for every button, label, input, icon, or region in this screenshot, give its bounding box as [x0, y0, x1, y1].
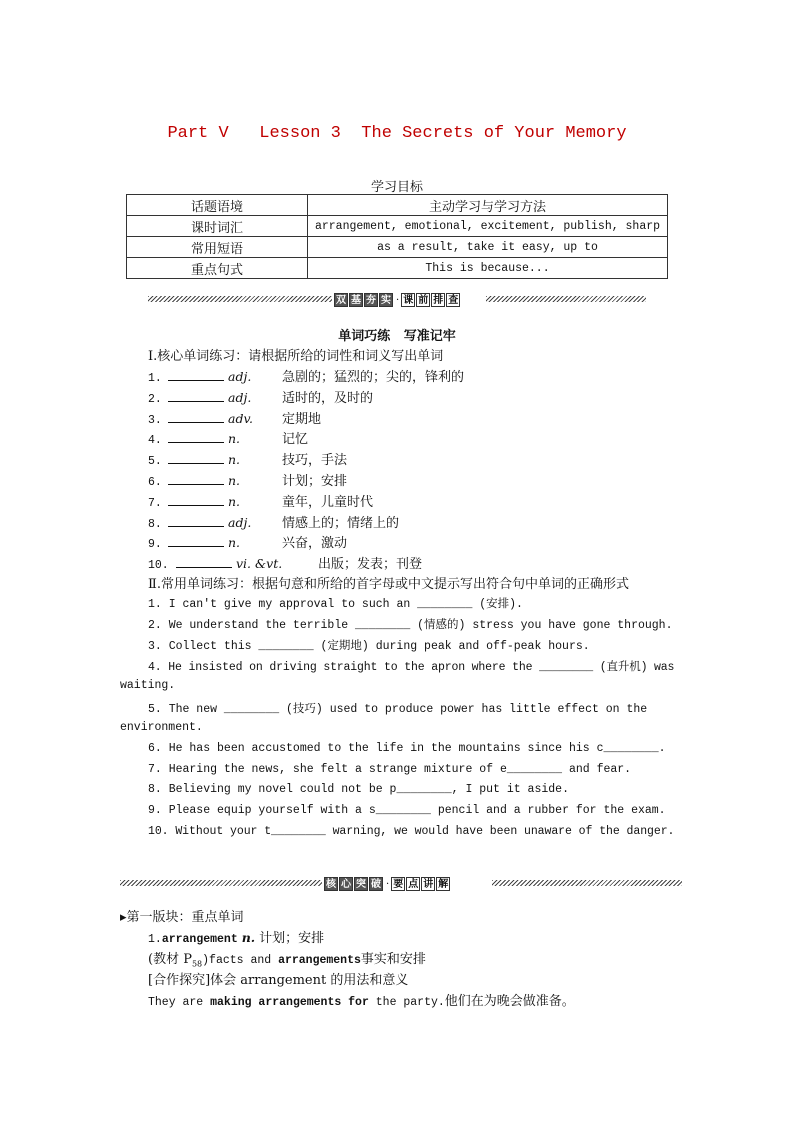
- banner-dot: ·: [396, 294, 400, 306]
- word-meaning: 出版；发表；刊登: [318, 557, 423, 573]
- hatch-divider: [486, 296, 646, 302]
- word-meaning: 计划；安排: [282, 474, 348, 489]
- banner-char: 要: [393, 879, 404, 890]
- sentence-continuation: waiting.: [120, 679, 176, 692]
- vocab-item: [148, 512, 399, 531]
- word-meaning: 记忆: [282, 432, 309, 448]
- vocab-item: [148, 532, 347, 551]
- hatch-divider: [492, 880, 682, 886]
- banner-char: 查: [448, 295, 459, 306]
- item-number: 8.: [148, 517, 162, 531]
- vocab-item: [148, 408, 321, 427]
- banner-char: 课: [403, 295, 414, 306]
- block-heading: ▸第一版块：重点单词: [120, 910, 244, 925]
- answer-blank[interactable]: [168, 369, 224, 381]
- example-sentence: [148, 990, 575, 1009]
- part-of-speech: adj.: [228, 369, 252, 384]
- item-number: 4.: [148, 434, 162, 448]
- vocab-item: [148, 553, 422, 572]
- banner-char: 基: [351, 295, 361, 306]
- banner-char: 双: [336, 295, 346, 306]
- answer-blank[interactable]: [176, 556, 232, 568]
- part-of-speech: adj.: [228, 389, 252, 405]
- word-entry: [148, 927, 324, 946]
- section-banner: [148, 293, 646, 305]
- word-meaning: 兴奋，激动: [282, 536, 348, 552]
- example-post: the party.: [368, 996, 445, 1009]
- sentence-item: 6. He has been accustomed to the life in the mountains since his c________.: [148, 742, 666, 755]
- item-number: 2.: [148, 392, 162, 406]
- part-of-speech: n.: [228, 535, 241, 551]
- part2-heading: Ⅱ.常用单词练习：根据句意和所给的首字母或中文提示写出符合句中单词的正确形式: [148, 577, 629, 592]
- item-number: 1.: [148, 372, 162, 385]
- sentence-item: 8. Believing my novel could not be p________, I put it aside.: [148, 783, 569, 796]
- banner-label: [324, 877, 451, 891]
- banner-char: 突: [356, 879, 366, 890]
- word-meaning: 童年，儿童时代: [282, 494, 374, 510]
- item-number: 9.: [148, 538, 162, 552]
- textbook-translation: 事实和安排: [360, 952, 426, 967]
- banner-char: 讲: [423, 879, 434, 890]
- banner-label: [334, 293, 461, 307]
- goal-value: arrangement, emotional, excitement, publish, sharp: [308, 216, 668, 237]
- vocab-item: [148, 366, 464, 385]
- sentence-item: 7. Hearing the news, she felt a strange mixture of e________ and fear.: [148, 763, 632, 776]
- vocab-item: [148, 449, 347, 468]
- part-of-speech: n.: [228, 431, 241, 447]
- example-pre: They are: [148, 996, 211, 1009]
- vocab-item: [148, 470, 347, 489]
- banner-char: 破: [371, 879, 381, 890]
- hatch-divider: [120, 880, 322, 886]
- vocab-item: [148, 491, 373, 510]
- part1-heading: Ⅰ.核心单词练习：请根据所给的词性和词义写出单词: [148, 349, 444, 364]
- goal-key: 常用短语: [127, 237, 308, 258]
- explore-note: [合作探究]体会 arrangement 的用法和意义: [148, 973, 409, 988]
- word-meaning: 计划；安排: [259, 931, 325, 946]
- word-meaning: 定期地: [282, 411, 322, 427]
- banner-char: 夯: [366, 295, 376, 306]
- banner-char: 核: [326, 879, 336, 890]
- sentence-item: 1. I can't give my approval to such an ________ (安排).: [148, 598, 523, 611]
- textbook-example: [148, 948, 426, 969]
- part-of-speech: n.: [228, 452, 241, 468]
- page-title: Part V Lesson 3 The Secrets of Your Memory: [167, 124, 627, 143]
- goal-value: This is because...: [308, 258, 668, 279]
- goal-value: as a result, take it easy, up to: [308, 237, 668, 258]
- sentence-item: 3. Collect this ________ (定期地) during peak and off-peak hours.: [148, 640, 590, 653]
- word-headword: arrangement: [161, 933, 238, 946]
- answer-blank[interactable]: [168, 411, 224, 423]
- goal-key: 重点句式: [127, 258, 308, 279]
- example-translation: 他们在为晚会做准备。: [444, 994, 575, 1009]
- item-number: 3.: [148, 413, 162, 427]
- goals-table: [126, 194, 668, 279]
- word-number: 1.: [148, 933, 162, 946]
- sentence-item: 9. Please equip yourself with a s________ pencil and a rubber for the exam.: [148, 804, 666, 817]
- part-of-speech: adj.: [228, 514, 252, 530]
- word-meaning: 技巧，手法: [282, 453, 348, 469]
- goals-caption: 学习目标: [370, 180, 423, 195]
- item-number: 7.: [148, 496, 162, 510]
- table-row: [127, 216, 668, 237]
- part-of-speech: n.: [228, 493, 241, 509]
- textbook-phrase: )facts and: [202, 954, 279, 967]
- answer-blank[interactable]: [168, 515, 224, 527]
- word-pos: n.: [241, 930, 256, 945]
- word-meaning: 急剧的；猛烈的；尖的，锋利的: [282, 370, 465, 385]
- part-of-speech: n.: [228, 473, 241, 488]
- goal-key: 课时词汇: [127, 216, 308, 237]
- answer-blank[interactable]: [168, 452, 224, 464]
- sentence-item: 4. He insisted on driving straight to the apron where the ________ (直升机) was: [148, 661, 675, 674]
- banner-char: 心: [341, 879, 351, 890]
- vocab-item: [148, 387, 373, 406]
- answer-blank[interactable]: [168, 535, 224, 547]
- textbook-bold: arrangements: [278, 954, 361, 967]
- word-meaning: 适时的，及时的: [282, 390, 374, 406]
- sentence-continuation: environment.: [120, 721, 203, 734]
- table-row: [127, 258, 668, 279]
- item-number: 10.: [148, 559, 169, 573]
- goal-key: 话题语境: [127, 195, 308, 216]
- hatch-divider: [148, 296, 332, 302]
- banner-char: 实: [381, 295, 391, 306]
- section-banner: [120, 877, 682, 889]
- example-bold: making arrangements for: [210, 996, 369, 1009]
- textbook-page: 58: [191, 959, 203, 969]
- banner-char: 点: [408, 879, 419, 890]
- table-row: [127, 195, 668, 216]
- banner-char: 解: [438, 879, 449, 890]
- table-row: [127, 237, 668, 258]
- sentence-item: 5. The new ________ (技巧) used to produce power has little effect on the: [148, 703, 648, 716]
- goal-value: 主动学习与学习方法: [308, 195, 668, 216]
- vocab-item: [148, 428, 308, 447]
- sentence-item: 2. We understand the terrible ________ (情感的) stress you have gone through.: [148, 619, 673, 632]
- item-number: 5.: [148, 455, 162, 469]
- section-heading: 单词巧练 写准记牢: [338, 329, 456, 344]
- part-of-speech: adv.: [228, 410, 254, 426]
- sentence-item: 10. Without your t________ warning, we would have been unaware of the danger.: [148, 825, 675, 838]
- answer-blank[interactable]: [168, 473, 224, 485]
- answer-blank[interactable]: [168, 431, 224, 443]
- banner-char: 前: [418, 295, 429, 306]
- item-number: 6.: [148, 476, 162, 489]
- banner-char: 排: [433, 295, 444, 306]
- textbook-prefix: (教材 P: [148, 952, 192, 967]
- word-meaning: 情感上的；情绪上的: [282, 515, 400, 531]
- banner-dot: ·: [386, 878, 390, 890]
- answer-blank[interactable]: [168, 390, 224, 402]
- part-of-speech: vi. &vt.: [236, 556, 283, 572]
- answer-blank[interactable]: [168, 494, 224, 506]
